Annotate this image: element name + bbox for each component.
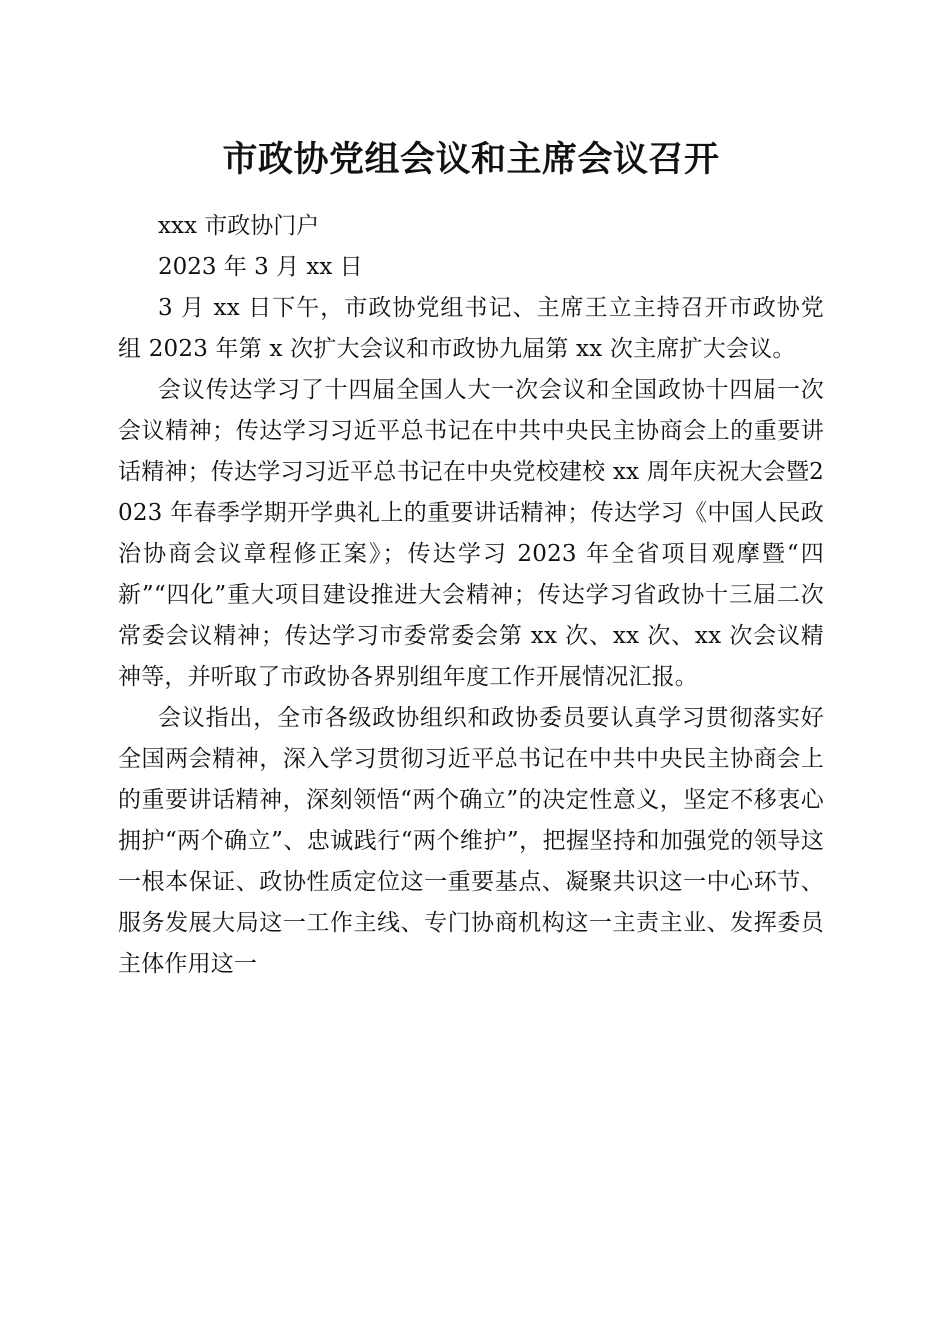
article-date: 2023 年 3 月 xx 日 (158, 254, 363, 280)
article-title: 市政协党组会议和主席会议召开 (222, 139, 720, 180)
paragraph-2: 会议传达学习了十四届全国人大一次会议和全国政协十四届一次会议精神；传达学习习近平总书记在中共中央民主协商会上的重要讲话精神；传达学习习近平总书记在中央党校建校 xx 周年庆祝大会暨2023 年春季学期开学典礼上的重要讲话精神；传达学习《中国人民政治协商会议章程修正案》；传达学习 2023 年全省项目观摩暨“四新”“四化”重大项目建设推进大会精神；传达学习省政协十三届二次常委会议精神；传达学习市委常委会第 xx 次、xx 次、xx 次会议精神等，并听取了市政协各界别组年度工作开展情况汇报。 (118, 377, 824, 690)
paragraph-3: 会议指出，全市各级政协组织和政协委员要认真学习贯彻落实好全国两会精神，深入学习贯彻习近平总书记在中共中央民主协商会上的重要讲话精神，深刻领悟“两个确立”的决定性意义，坚定不移衷心拥护“两个确立”、忠诚践行“两个维护”，把握坚持和加强党的领导这一根本保证、政协性质定位这一重要基点、凝聚共识这一中心环节、服务发展大局这一工作主线、专门协商机构这一主责主业、发挥委员主体作用这一 (118, 705, 824, 977)
article-source: xxx 市政协门户 (158, 213, 320, 239)
document-page (118, 0, 824, 1344)
article-body (118, 206, 824, 985)
paragraph-1: 3 月 xx 日下午，市政协党组书记、主席王立主持召开市政协党组 2023 年第 x 次扩大会议和市政协九届第 xx 次主席扩大会议。 (118, 295, 824, 362)
